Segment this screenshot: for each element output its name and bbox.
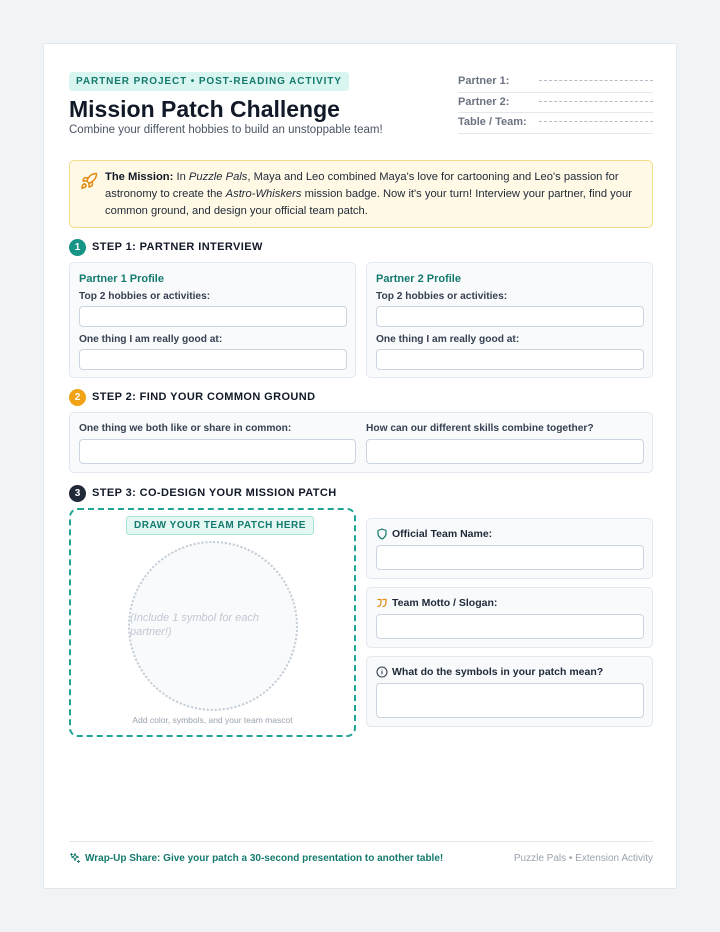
- step-2-number: 2: [69, 389, 86, 406]
- table-team-label: Table / Team:: [458, 116, 527, 128]
- source-label: Puzzle Pals • Extension Activity: [513, 853, 653, 864]
- patch-circle-hint: (Include 1 symbol for each partner!): [130, 612, 260, 638]
- shield-icon: [376, 528, 388, 540]
- step-2-heading: [69, 388, 315, 406]
- team-name-card: [366, 518, 653, 579]
- team-name-label: Official Team Name:: [392, 528, 493, 540]
- step-2-title: STEP 2: FIND YOUR COMMON GROUND: [92, 391, 316, 403]
- symbols-meaning-card: [366, 656, 653, 727]
- partner-1-good-at-input[interactable]: [79, 349, 347, 370]
- table-team-line[interactable]: [539, 121, 653, 122]
- quote-icon: [376, 597, 388, 609]
- partner-2-label: Partner 2:: [458, 95, 510, 108]
- common-label: One thing we both like or share in common:: [79, 423, 292, 434]
- step-1-heading: [69, 238, 263, 256]
- partner-1-label: Partner 1:: [458, 75, 510, 87]
- partner-1-profile-card: [69, 262, 356, 378]
- team-motto-label: Team Motto / Slogan:: [392, 597, 498, 609]
- worksheet-footer: [69, 841, 653, 877]
- sparkle-icon: [69, 852, 81, 864]
- symbols-meaning-input[interactable]: [376, 683, 644, 718]
- step-3-number: 3: [69, 485, 86, 502]
- partner-1-good-at-label: One thing I am really good at:: [79, 334, 223, 345]
- table-team-field[interactable]: [458, 113, 653, 134]
- step-3-heading: [69, 484, 337, 502]
- team-motto-input[interactable]: [376, 614, 644, 639]
- worksheet-page: [43, 43, 677, 889]
- partner-2-profile-title: Partner 2 Profile: [376, 273, 461, 285]
- partner-1-profile-title: Partner 1 Profile: [79, 273, 164, 285]
- team-motto-heading: [376, 597, 497, 609]
- draw-patch-tag: DRAW YOUR TEAM PATCH HERE: [126, 516, 314, 535]
- common-input[interactable]: [79, 439, 356, 464]
- common-ground-card: [69, 412, 653, 473]
- badge-name: Astro-Whiskers: [225, 188, 302, 200]
- partner-2-profile-card: [366, 262, 653, 378]
- rocket-icon: [80, 172, 98, 190]
- partner-1-field[interactable]: [458, 72, 653, 93]
- team-name-heading: [376, 528, 492, 540]
- partner-2-good-at-label: One thing I am really good at:: [376, 334, 520, 345]
- mission-heading: The Mission:: [105, 171, 174, 183]
- name-fields: [458, 72, 653, 134]
- mission-text: The Mission: In Puzzle Pals, Maya and Leo combined Maya's love for cartooning and Leo's passion for astronomy to create the Astro-Whiskers mission badge. Now it's your turn! Interview your partner, find your common ground, and design your official team patch.: [105, 171, 632, 217]
- info-icon: [376, 666, 388, 678]
- symbols-meaning-label: What do the symbols in your patch mean?: [392, 666, 604, 678]
- mission-callout: [69, 160, 653, 228]
- draw-area-footnote: Add color, symbols, and your team mascot: [132, 715, 293, 725]
- page-title: Mission Patch Challenge: [69, 96, 340, 122]
- team-name-input[interactable]: [376, 545, 644, 570]
- partner-1-line[interactable]: [539, 80, 653, 81]
- team-motto-card: [366, 587, 653, 648]
- wrap-up-text: Wrap-Up Share: Give your patch a 30-second presentation to another table!: [85, 852, 444, 864]
- partner-2-hobbies-input[interactable]: [376, 306, 644, 327]
- symbols-meaning-heading: [376, 666, 603, 678]
- combine-label: How can our different skills combine together?: [366, 423, 594, 434]
- partner-2-field[interactable]: [458, 93, 653, 114]
- partner-2-good-at-input[interactable]: [376, 349, 644, 370]
- step-3-title: STEP 3: CO-DESIGN YOUR MISSION PATCH: [92, 487, 337, 499]
- partner-1-hobbies-label: Top 2 hobbies or activities:: [79, 291, 211, 302]
- partner-2-line[interactable]: [539, 101, 653, 102]
- book-title: Puzzle Pals: [188, 171, 248, 183]
- activity-badge: PARTNER PROJECT • POST-READING ACTIVITY: [69, 72, 349, 91]
- step-1-title: STEP 1: PARTNER INTERVIEW: [92, 241, 263, 253]
- partner-1-hobbies-input[interactable]: [79, 306, 347, 327]
- patch-drawing-area[interactable]: [69, 508, 356, 737]
- page-subtitle: Combine your different hobbies to build an unstoppable team!: [69, 124, 383, 136]
- step-1-number: 1: [69, 239, 86, 256]
- partner-2-hobbies-label: Top 2 hobbies or activities:: [376, 291, 508, 302]
- combine-input[interactable]: [366, 439, 644, 464]
- wrap-up-share: [69, 852, 443, 864]
